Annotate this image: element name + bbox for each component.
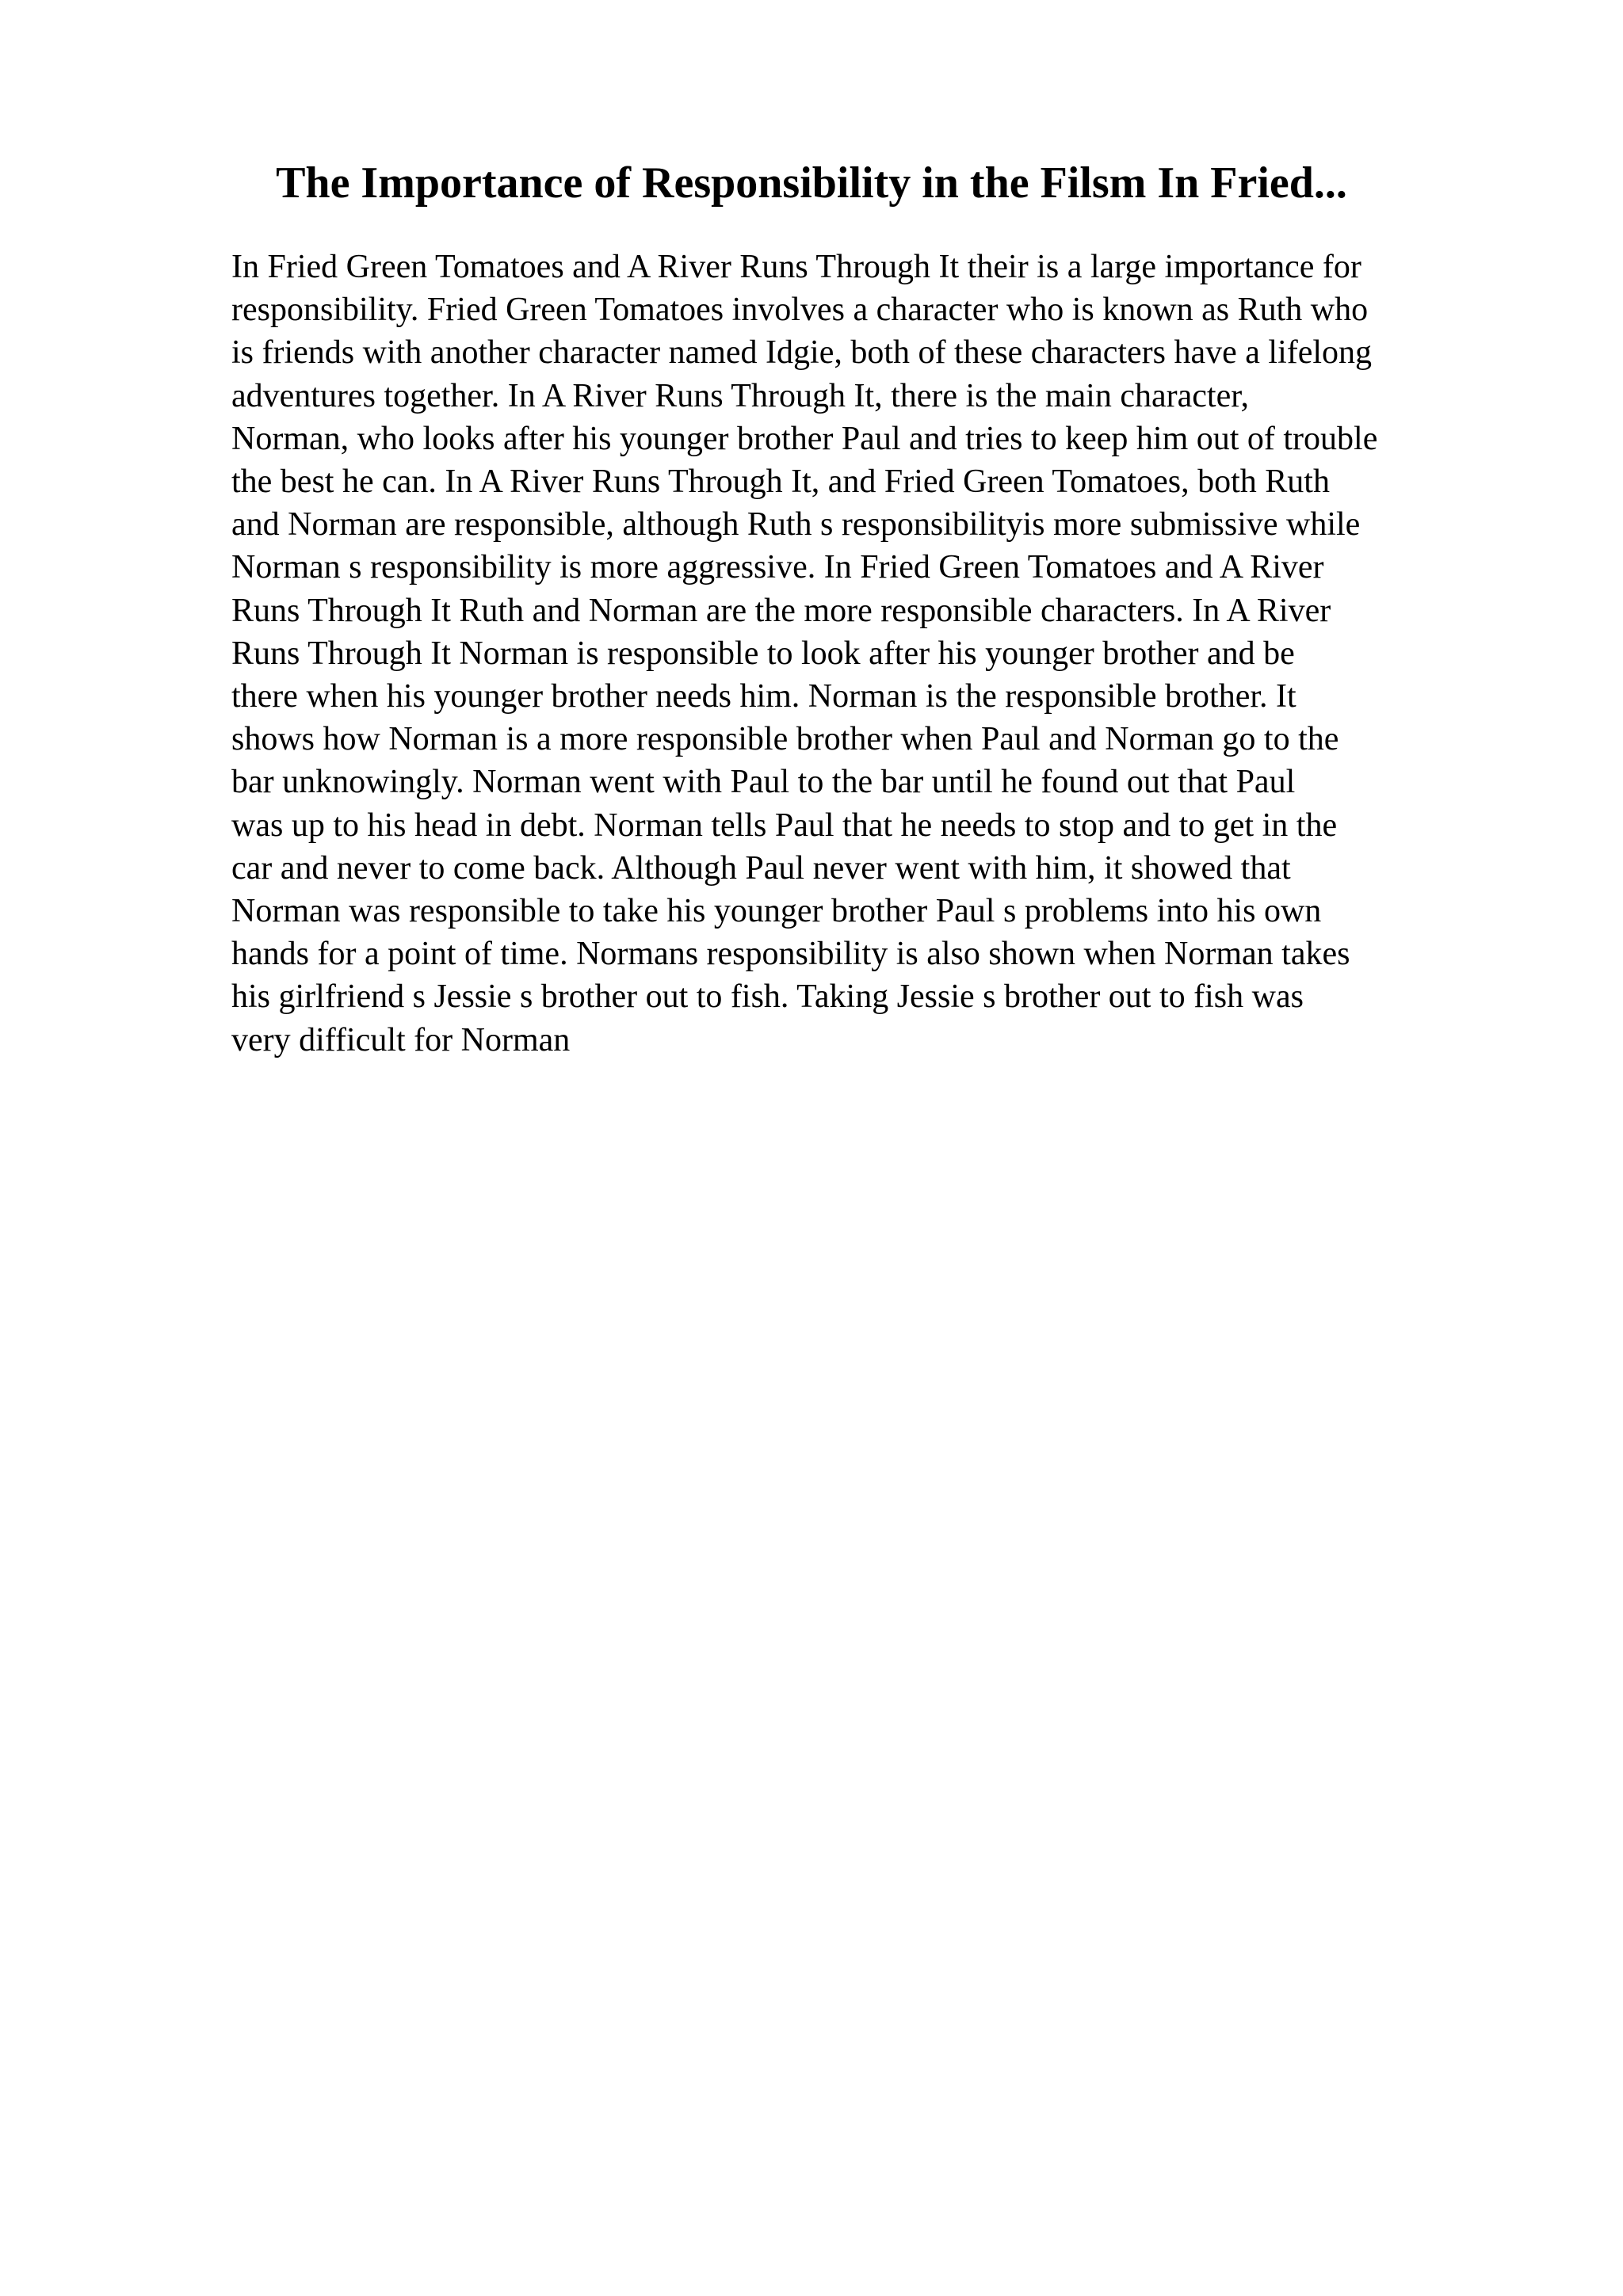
body-line: car and never to come back. Although Paul never went with him, it showed that [231,849,1291,887]
body-line: hands for a point of time. Normans responsibility is also shown when Norman takes [231,936,1350,973]
body-line: In Fried Green Tomatoes and A River Runs Through It their is a large importance for [231,249,1361,285]
body-line: shows how Norman is a more responsible brother when Paul and Norman go to the [231,721,1339,758]
document-body [231,246,1507,1062]
body-line: there when his younger brother needs him. Norman is the responsible brother. It [231,678,1296,715]
body-line: bar unknowingly. Norman went with Paul to the bar until he found out that Paul [231,764,1296,801]
body-line: Norman s responsibility is more aggressive. In Fried Green Tomatoes and A River [231,549,1324,586]
body-line: Norman was responsible to take his younger brother Paul s problems into his own [231,893,1322,930]
body-line: the best he can. In A River Runs Through It, and Fried Green Tomatoes, both Ruth [231,463,1330,501]
body-line: Runs Through It Norman is responsible to look after his younger brother and be [231,635,1295,672]
body-line: adventures together. In A River Runs Through It, there is the main character, [231,377,1250,414]
body-line: is friends with another character named Idgie, both of these characters have a lifelong [231,334,1373,372]
body-line: was up to his head in debt. Norman tells Paul that he needs to stop and to get in the [231,807,1338,844]
body-line: and Norman are responsible, although Ruth s responsibilityis more submissive while [231,506,1361,543]
body-line: his girlfriend s Jessie s brother out to fish. Taking Jessie s brother out to fish was [231,978,1304,1016]
body-line: responsibility. Fried Green Tomatoes involves a character who is known as Ruth who [231,292,1369,329]
document-title: The Importance of Responsibility in the Filsm In Fried... [276,158,1347,208]
body-line: very difficult for Norman [231,1021,571,1058]
body-line: Runs Through It Ruth and Norman are the more responsible characters. In A River [231,592,1331,629]
body-line: Norman, who looks after his younger brother Paul and tries to keep him out of trouble [231,420,1378,457]
